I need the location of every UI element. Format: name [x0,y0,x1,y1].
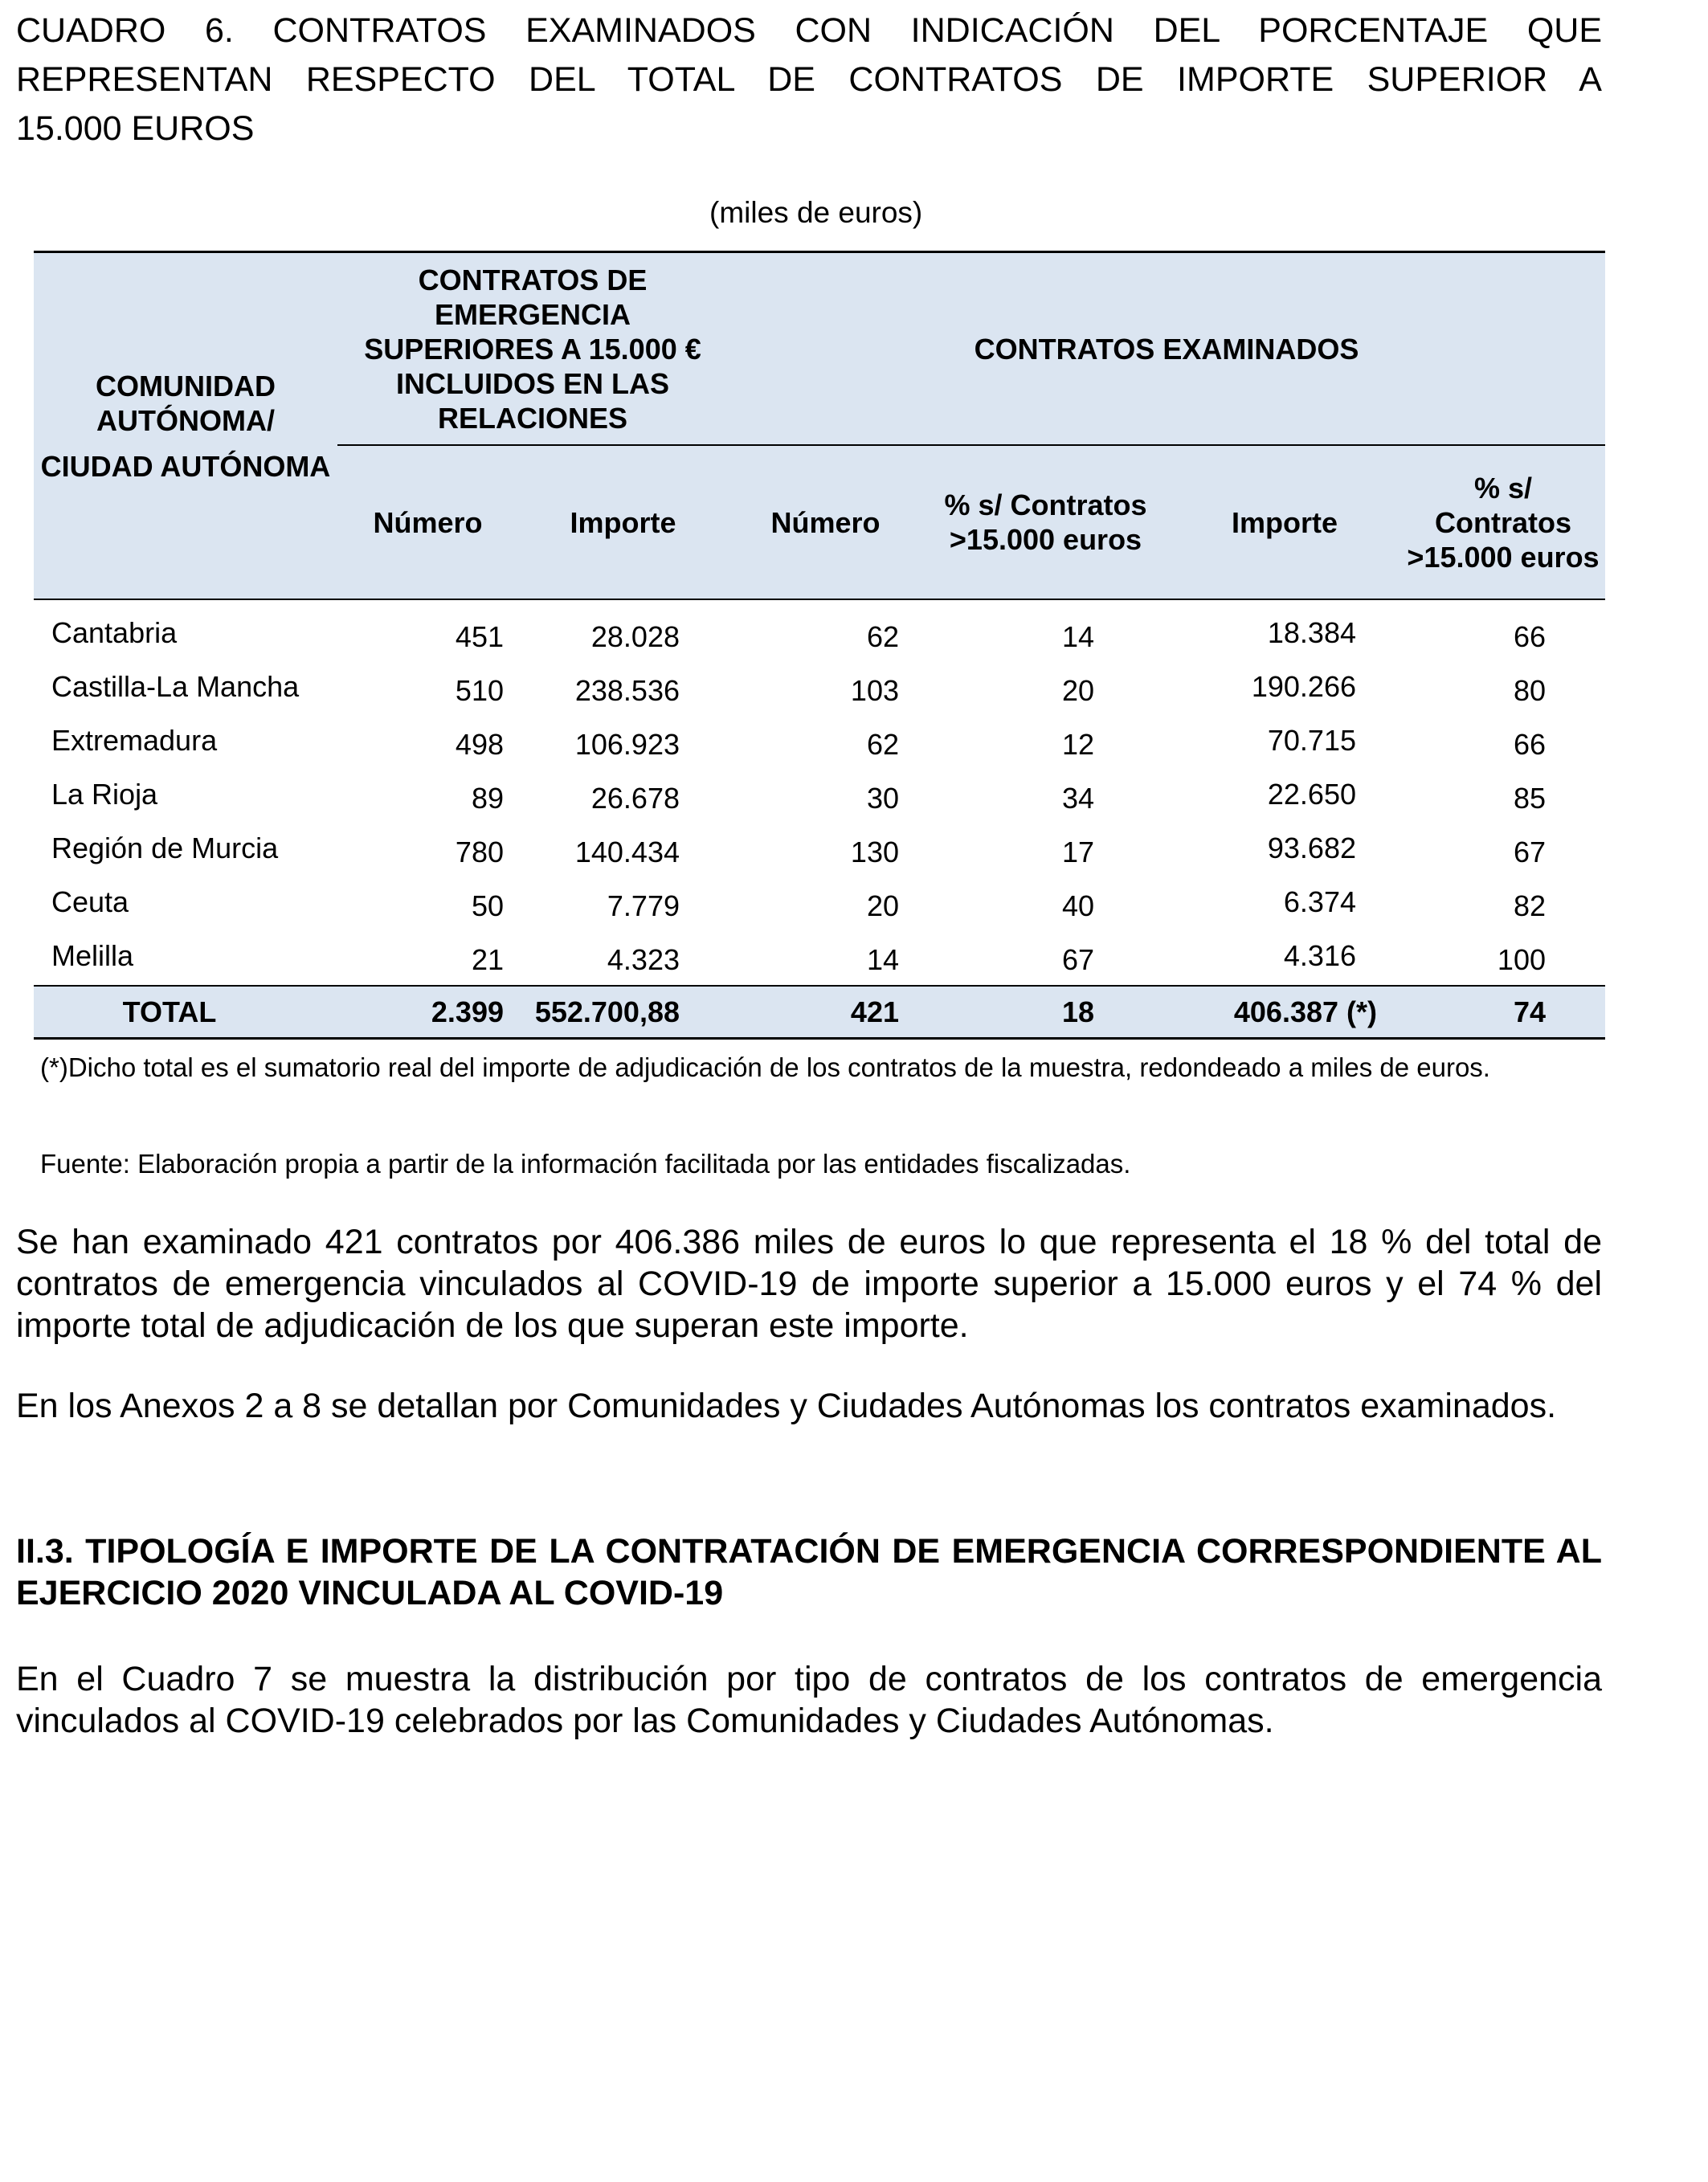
table-title-line-1: CUADRO 6. CONTRATOS EXAMINADOS CON INDICACIÓN DEL PORCENTAJE QUE [16,11,1602,50]
total-pct-numero: 18 [923,986,1168,1039]
table-footnote: (*)Dicho total es el sumatorio real del importe de adjudicación de los contratos de la muestra, redondeado a miles de euros. [40,1052,1490,1082]
table-row [34,931,1605,986]
cell-numero-examinados: 130 [850,835,899,868]
region-column-header [34,252,337,600]
cell-numero-examinados: 20 [866,889,899,922]
group-header-examined-contracts: CONTRATOS EXAMINADOS [728,252,1605,446]
cell-importe-relaciones: 238.536 [574,673,680,707]
cell-pct-numero: 34 [1061,781,1094,815]
cell-importe-relaciones: 28.028 [590,619,680,653]
subheader-numero-examinados: Número [728,445,923,599]
paragraph-summary: Se han examinado 421 contratos por 406.386 miles de euros lo que representa el 18 % del total de contratos de emergencia vinculados al COVID-19 de importe superior a 15.000 euros y el 74 % del importe total de adjudicación de los que superan este importe. [16,1223,1602,1345]
cell-importe-examinados: 70.715 [1267,723,1356,757]
cell-importe-relaciones: 7.779 [607,889,680,922]
cell-numero-examinados: 62 [866,727,899,761]
total-numero-examinados: 421 [728,986,923,1039]
cell-pct-numero: 14 [1061,619,1094,653]
source-note: Fuente: Elaboración propia a partir de la información facilitada por las entidades fiscalizadas. [40,1149,1131,1179]
table-row [34,770,1605,823]
region-name: Ceuta [51,885,129,918]
cell-pct-importe: 66 [1513,727,1546,761]
cell-pct-numero: 17 [1061,835,1094,868]
total-row [34,986,1605,1039]
cell-importe-examinados: 6.374 [1283,885,1356,918]
table-row [34,877,1605,931]
cell-importe-examinados: 18.384 [1267,615,1356,649]
subheader-pct-numero: % s/ Contratos >15.000 euros [923,445,1168,599]
cell-numero-examinados: 14 [866,942,899,976]
cell-numero-relaciones: 510 [455,673,504,707]
subheader-numero-relaciones: Número [337,445,518,599]
total-label: TOTAL [34,986,337,1039]
table-title [16,6,1602,153]
region-header-line-2: CIUDAD AUTÓNOMA [40,449,331,483]
region-name: Melilla [51,938,134,972]
total-importe-relaciones: 552.700,88 [518,986,728,1039]
cell-pct-numero: 12 [1061,727,1094,761]
cell-numero-relaciones: 451 [455,619,504,653]
region-header-line-1: COMUNIDAD AUTÓNOMA/ [96,369,276,437]
cell-pct-importe: 100 [1497,942,1546,976]
section-heading: II.3. TIPOLOGÍA E IMPORTE DE LA CONTRATACIÓN DE EMERGENCIA CORRESPONDIENTE AL EJERCICIO 2020 VINCULADA AL COVID-19 [16,1532,1602,1612]
total-numero-relaciones: 2.399 [337,986,518,1039]
table-title-line-3: 15.000 EUROS [16,109,255,148]
subheader-importe-relaciones: Importe [518,445,728,599]
cell-numero-relaciones: 50 [471,889,504,922]
cell-pct-numero: 20 [1061,673,1094,707]
subheader-importe-examinados: Importe [1168,445,1401,599]
region-name: La Rioja [51,777,158,811]
table-row [34,662,1605,716]
cell-importe-relaciones: 140.434 [574,835,680,868]
cell-pct-importe: 82 [1513,889,1546,922]
cell-importe-relaciones: 106.923 [574,727,680,761]
cell-pct-importe: 67 [1513,835,1546,868]
subheader-pct-importe: % s/ Contratos >15.000 euros [1401,445,1605,599]
paragraph-annexes: En los Anexos 2 a 8 se detallan por Comunidades y Ciudades Autónomas los contratos examinados. [16,1387,1557,1425]
table-title-line-2: REPRESENTAN RESPECTO DEL TOTAL DE CONTRATOS DE IMPORTE SUPERIOR A [16,60,1602,99]
total-importe-examinados: 406.387 (*) [1168,986,1401,1039]
region-name: Región de Murcia [51,831,279,864]
cell-importe-examinados: 190.266 [1251,669,1356,703]
cell-importe-examinados: 4.316 [1283,938,1356,972]
cell-numero-relaciones: 780 [455,835,504,868]
cell-numero-examinados: 103 [850,673,899,707]
cell-importe-relaciones: 4.323 [607,942,680,976]
region-name: Castilla-La Mancha [51,669,300,703]
cell-importe-examinados: 22.650 [1267,777,1356,811]
total-pct-importe: 74 [1401,986,1605,1039]
cell-pct-numero: 67 [1061,942,1094,976]
cell-pct-importe: 80 [1513,673,1546,707]
contracts-table [34,251,1605,1040]
group-header-emergency-contracts: CONTRATOS DE EMERGENCIA SUPERIORES A 15.000 € INCLUIDOS EN LAS RELACIONES [337,252,728,446]
units-caption: (miles de euros) [709,196,923,229]
cell-importe-examinados: 93.682 [1267,831,1356,864]
cell-pct-numero: 40 [1061,889,1094,922]
cell-numero-examinados: 30 [866,781,899,815]
paragraph-cuadro-7: En el Cuadro 7 se muestra la distribución por tipo de contratos de los contratos de emergencia vinculados al COVID-19 celebrados por las Comunidades y Ciudades Autónomas. [16,1660,1602,1740]
cell-numero-relaciones: 89 [471,781,504,815]
cell-pct-importe: 66 [1513,619,1546,653]
region-name: Extremadura [51,723,218,757]
table-row [34,716,1605,770]
cell-numero-relaciones: 21 [471,942,504,976]
cell-numero-examinados: 62 [866,619,899,653]
table-row [34,823,1605,877]
table-row [34,599,1605,662]
cell-importe-relaciones: 26.678 [590,781,680,815]
cell-numero-relaciones: 498 [455,727,504,761]
region-name: Cantabria [51,615,178,649]
cell-pct-importe: 85 [1513,781,1546,815]
